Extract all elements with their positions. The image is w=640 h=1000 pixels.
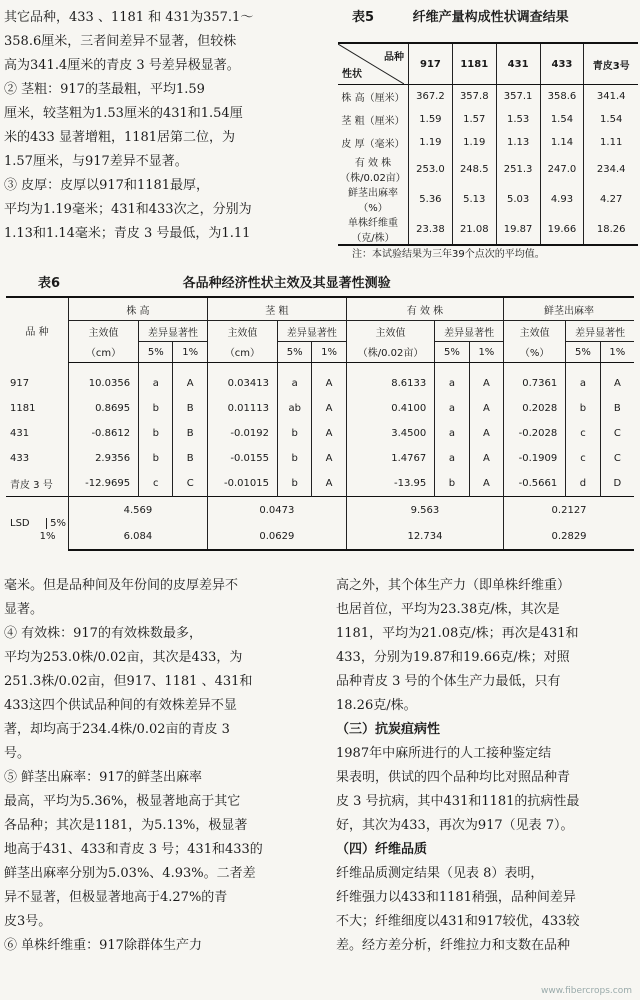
table5-cell: 1.13 [496,131,540,154]
table6-cell: 2.9356 [69,446,139,471]
text-line: ④ 有效株：917的有效株数最多， [4,626,202,641]
text-line: 鲜茎出麻率分别为5.03%、4.93%。二者差 [4,866,256,881]
table5-cell: 21.08 [452,214,496,245]
table6-main-effect-header: 主效值 [504,321,566,342]
table6-cell: a [139,363,173,397]
table6-cell: a [435,446,469,471]
table6-lsd1-value: 12.734 [346,523,503,550]
table6-cell: 1.4767 [346,446,434,471]
table6-cell: -0.0192 [207,421,277,446]
table6-cell: c [139,471,173,497]
table6-cell: B [173,396,207,421]
text-line: 地高于431、433和青皮 3 号；431和433的 [4,842,263,857]
text-line: 1987年中麻所进行的人工接种鉴定结 [336,746,552,761]
table6-variety: 431 [10,428,30,439]
text-line: 18.26克/株。 [336,698,417,713]
table6-cell: 0.2028 [504,396,566,421]
table6-cell: B [173,421,207,446]
table5-trait: 株 高（厘米） [341,93,405,104]
text-line: ② 茎粗：917的茎最粗，平均1.59 [4,82,205,97]
text-line: 皮 3 号抗病，其中431和1181的抗病性最 [336,794,580,809]
text-line: 也居首位，平均为23.38克/株，其次是 [336,602,560,617]
table5-trait: 鲜茎出麻率（%） [348,188,398,214]
table6-variety: 1181 [10,403,36,414]
text-line: 各品种；其次是1181，为5.13%，极显著 [4,818,248,833]
table5-cell: 1.57 [452,108,496,131]
table5-cell: 5.13 [452,184,496,214]
table6-significance-header: 差异显著性 [139,321,208,342]
table6-row [6,363,634,397]
table6-cell: C [600,421,634,446]
table6-main-effect-header: 主效值 [207,321,277,342]
section-heading: （三）抗炭疽病性 [336,722,441,737]
text-line: 厘米，较茎粗为1.53厘米的431和1.54厘 [4,106,243,121]
table6-lsd5-value: 4.569 [69,497,208,524]
table6-p1: 1% [600,342,634,363]
text-line: 著，却均高于234.4株/0.02亩的青皮 3 [4,722,230,737]
table5-caption [352,6,638,25]
table6-p1: 1% [469,342,503,363]
table5-variety-header: 917 [409,43,453,85]
table6-p5: 5% [277,342,311,363]
table5-cell: 357.1 [496,85,540,109]
table5-cell: 251.3 [496,154,540,184]
text-line: 显著。 [4,602,44,617]
table5-trait: 皮 厚（毫米） [341,139,405,150]
table6-cell: b [277,421,311,446]
text-line: 皮3号。 [4,914,52,929]
text-line: 1.57厘米，与917差异不显著。 [4,154,188,169]
text-line: 不大；纤维细度以431和917较优，433较 [336,914,580,929]
table5-cell: 253.0 [409,154,453,184]
text-line: 差。经方差分析，纤维拉力和支数在品种 [336,938,571,953]
table5 [338,42,638,246]
text-line: 其它品种，433 、1181 和 431为357.1～ [4,10,254,25]
table5-cell: 5.03 [496,184,540,214]
table6-cell: C [600,446,634,471]
table6-cell: b [139,396,173,421]
table6-cell: A [312,421,346,446]
table6-cell: -0.0155 [207,446,277,471]
text-line: 纤维强力以433和1181稍强，品种间差异 [336,890,576,905]
table5-row [338,184,638,214]
table6-significance-header: 差异显著性 [277,321,346,342]
table5-cell: 1.19 [452,131,496,154]
table5-cell: 358.6 [540,85,584,109]
table6-cell: b [277,446,311,471]
table6-lsd-p1: 1% [39,530,56,542]
table6-group-header: 有 效 株 [346,297,503,321]
table6-cell: B [173,446,207,471]
text-line: 好，其次为433，再次为917（见表 7）。 [336,818,574,833]
table6-cell: a [277,363,311,397]
table6-cell: A [312,446,346,471]
table5-row [338,154,638,184]
table5-cell: 367.2 [409,85,453,109]
text-line: 平均为253.0株/0.02亩，其次是433，为 [4,650,243,665]
table6-cell: 8.6133 [346,363,434,397]
table5-row [338,108,638,131]
table6-significance-header: 差异显著性 [435,321,504,342]
table6-cell: -13.95 [346,471,434,497]
table6-group-header: 茎 粗 [207,297,346,321]
table6-number: 表6 [38,276,61,291]
table6-cell: b [139,421,173,446]
table5-trait: 单株纤维重（克/株） [338,214,409,245]
table5-row [338,131,638,154]
table5-row [338,85,638,109]
table5-trait: 茎 粗（厘米） [341,116,405,127]
table6-lsd1-value: 0.0629 [207,523,346,550]
table6-cell: b [435,471,469,497]
table6-p5: 5% [566,342,601,363]
text-line: 品种青皮 3 号的个体生产力最低，只有 [336,674,561,689]
text-line: 最高，平均为5.36%，极显著地高于其它 [4,794,241,809]
text-line: 1.13和1.14毫米；青皮 3 号最低，为1.11 [4,226,251,241]
table6-cell: b [139,446,173,471]
table5-cell: 234.4 [584,154,638,184]
table6-main-effect-header: 主效值 [69,321,139,342]
table6 [6,296,634,551]
table5-variety-header: 433 [540,43,584,85]
table6-cell: b [566,396,601,421]
table6-cell: -0.2028 [504,421,566,446]
table6-cell: b [277,471,311,497]
section-heading: （四）纤维品质 [336,842,428,857]
table6-cell: 0.03413 [207,363,277,397]
table5-variety-header: 431 [496,43,540,85]
table6-cell: 10.0356 [69,363,139,397]
text-line: 高为341.4厘米的青皮 3 号差异极显著。 [4,58,240,73]
table6-cell: -0.01015 [207,471,277,497]
text-line: 毫米。但是品种间及年份间的皮厚差异不 [4,578,239,593]
table5-cell: 19.87 [496,214,540,245]
table6-cell: A [469,396,503,421]
table6-unit: （株/0.02亩） [346,342,434,363]
table6-group-header: 株 高 [69,297,208,321]
table6-p5: 5% [435,342,469,363]
table6-cell: c [566,446,601,471]
table6-main-effect-header: 主效值 [346,321,434,342]
body-text-bottom-left [4,574,263,958]
table6-variety: 433 [10,453,30,464]
table6-cell: A [600,363,634,397]
text-line: 纤维品质测定结果（见表 8）表明， [336,866,544,881]
table6-lsd-p5: 5% [46,518,66,529]
text-line: 异不显著，但极显著地高于4.27%的青 [4,890,228,905]
table6-cell: ab [277,396,311,421]
table6-title: 各品种经济性状主效及其显著性测验 [182,276,391,291]
table6-unit: （%） [504,342,566,363]
table5-cell: 5.36 [409,184,453,214]
table5-cell: 247.0 [540,154,584,184]
text-line: 1181，平均为21.08克/株；再次是431和 [336,626,579,641]
table6-cell: -12.9695 [69,471,139,497]
table6-unit: （cm） [207,342,277,363]
table6-lsd5-value: 9.563 [346,497,503,524]
body-text-top-left [4,6,253,246]
table6-cell: A [469,471,503,497]
table6-cell: C [173,471,207,497]
table5-cell: 23.38 [409,214,453,245]
body-text-bottom-right [336,574,579,958]
table6-row [6,396,634,421]
table6-cell: A [469,446,503,471]
table6-cell: c [566,421,601,446]
table6-cell: d [566,471,601,497]
table6-cell: -0.8612 [69,421,139,446]
text-line: 米的433 显著增粗，1181居第二位，为 [4,130,236,145]
table5-cell: 4.27 [584,184,638,214]
table6-row [6,446,634,471]
table6-cell: A [312,363,346,397]
table6-cell: 0.8695 [69,396,139,421]
table6-p1: 1% [312,342,346,363]
table6-significance-header: 差异显著性 [566,321,634,342]
table6-cell: -0.5661 [504,471,566,497]
table6-cell: B [600,396,634,421]
table6-lsd1-value: 6.084 [123,530,153,542]
table5-note: 注：本试验结果为三年39个点次的平均值。 [352,249,545,260]
text-line: 358.6厘米，三者间差异不显著，但较株 [4,34,237,49]
table6-caption [20,272,630,291]
table6-variety: 917 [10,377,30,389]
text-line: ③ 皮厚：皮厚以917和1181最厚， [4,178,210,193]
text-line: 高之外，其个体生产力（即单株纤维重） [336,578,571,593]
table5-number: 表5 [352,10,375,25]
table6-cell: A [469,363,503,397]
text-line: ⑤ 鲜茎出麻率：917的鲜茎出麻率 [4,770,202,785]
table5-corner-top: 品种 [384,52,404,63]
table6-group-header: 鲜茎出麻率 [504,297,634,321]
table6-p1: 1% [173,342,207,363]
table6-cell: A [173,363,207,397]
table6-lsd-label: LSD [10,518,30,529]
table5-corner-bottom: 性状 [342,69,362,80]
table6-lsd5-value: 0.0473 [207,497,346,524]
text-line: 433，分别为19.87和19.66克/株；对照 [336,650,570,665]
table6-cell: 0.01113 [207,396,277,421]
watermark: www.fibercrops.com [541,986,632,996]
table5-cell: 1.14 [540,131,584,154]
text-line: 平均为1.19毫米；431和433次之，分别为 [4,202,252,217]
table5-cell: 1.59 [409,108,453,131]
table5-cell: 1.54 [540,108,584,131]
table6-lsd5-value: 0.2127 [504,497,634,524]
table6-cell: a [435,421,469,446]
table5-cell: 248.5 [452,154,496,184]
table5-cell: 1.53 [496,108,540,131]
table6-variety: 青皮 3 号 [10,480,53,491]
table6-lsd1-value: 0.2829 [504,523,634,550]
table5-title: 纤维产量构成性状调查结果 [412,10,569,25]
table6-cell: 0.4100 [346,396,434,421]
table6-cell: -0.1909 [504,446,566,471]
table6-cell: 3.4500 [346,421,434,446]
table6-p5: 5% [139,342,173,363]
text-line: ⑥ 单株纤维重：917除群体生产力 [4,938,202,953]
table6-cell: D [600,471,634,497]
table5-variety-header: 青皮3号 [584,43,638,85]
table6-cell: a [435,396,469,421]
table5-cell: 357.8 [452,85,496,109]
text-line: 号。 [4,746,31,761]
table6-cell: a [435,363,469,397]
table6-cell: A [312,471,346,497]
table6-cell: a [566,363,601,397]
table5-cell: 1.54 [584,108,638,131]
table5-row [338,214,638,245]
table6-cell: 0.7361 [504,363,566,397]
table5-variety-header: 1181 [452,43,496,85]
table5-trait: 有 效 株（株/0.02亩） [340,158,406,184]
text-line: 251.3株/0.02亩，但917、1181 、431和 [4,674,253,689]
table6-cell: A [469,421,503,446]
table5-cell: 1.19 [409,131,453,154]
table6-row [6,471,634,497]
table5-cell: 4.93 [540,184,584,214]
table5-corner-header [338,43,409,85]
table5-cell: 18.26 [584,214,638,245]
text-line: 433这四个供试品种间的有效株差异不显 [4,698,237,713]
table6-variety-header: 品 种 [6,297,69,363]
table5-cell: 19.66 [540,214,584,245]
table5-cell: 1.11 [584,131,638,154]
table6-unit: （cm） [69,342,139,363]
table6-row [6,421,634,446]
text-line: 果表明，供试的四个品种均比对照品种青 [336,770,571,785]
table6-cell: A [312,396,346,421]
table5-cell: 341.4 [584,85,638,109]
